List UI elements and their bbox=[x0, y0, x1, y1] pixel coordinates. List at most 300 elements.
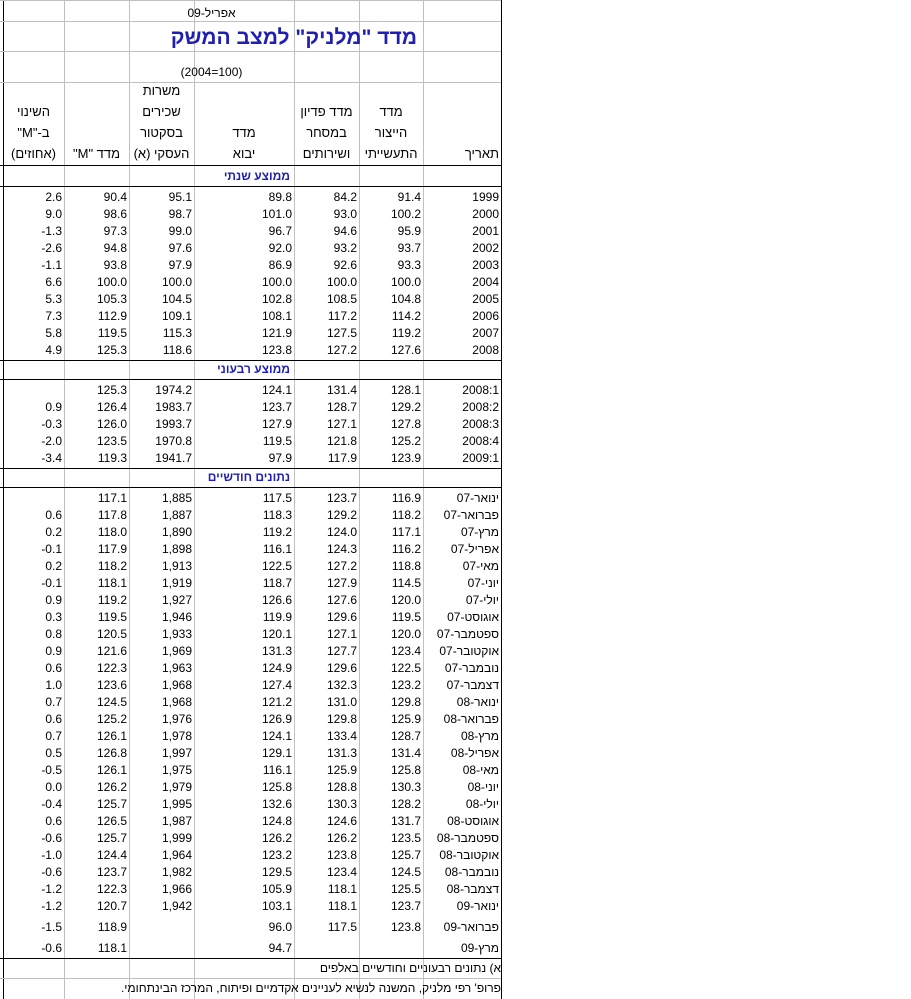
cell-m: 122.3 bbox=[96, 882, 127, 896]
cell-m: 123.6 bbox=[96, 678, 127, 692]
cell-m: 98.6 bbox=[103, 207, 127, 221]
cell-m: 125.3 bbox=[96, 383, 127, 397]
cell-imports: 116.1 bbox=[262, 542, 292, 556]
cell-date: מרץ-08 bbox=[460, 729, 499, 743]
cell-imports: 101.0 bbox=[261, 207, 292, 221]
grid-hline bbox=[0, 82, 501, 83]
header-jobs-line-2: בסקטור bbox=[140, 125, 183, 140]
cell-industrial: 131.4 bbox=[390, 746, 421, 760]
cell-jobs: 115.3 bbox=[162, 326, 192, 340]
cell-change: 2.6 bbox=[45, 190, 62, 204]
header-industrial-line-2: התעשייתי bbox=[364, 146, 418, 161]
cell-imports: 116.1 bbox=[262, 763, 292, 777]
cell-m: 97.3 bbox=[103, 224, 127, 238]
cell-industrial: 129.2 bbox=[390, 400, 421, 414]
cell-change: -1.2 bbox=[41, 882, 62, 896]
cell-date: ינואר-08 bbox=[456, 695, 499, 709]
cell-m: 124.5 bbox=[96, 695, 127, 709]
cell-industrial: 128.1 bbox=[390, 383, 421, 397]
cell-trade: 127.5 bbox=[326, 326, 357, 340]
cell-trade: 127.2 bbox=[326, 559, 357, 573]
cell-imports: 100.0 bbox=[261, 275, 292, 289]
cell-trade: 123.4 bbox=[326, 865, 357, 879]
cell-date: אוגוסט-07 bbox=[447, 610, 499, 624]
cell-date: יולי-07 bbox=[465, 593, 499, 607]
cell-change: -0.1 bbox=[41, 576, 62, 590]
cell-industrial: 128.2 bbox=[390, 797, 421, 811]
grid-hline bbox=[0, 958, 501, 959]
cell-change: 0.6 bbox=[45, 712, 62, 726]
cell-industrial: 114.5 bbox=[391, 576, 421, 590]
cell-jobs: 1,887 bbox=[161, 508, 192, 522]
cell-imports: 97.9 bbox=[268, 451, 292, 465]
cell-change: -0.1 bbox=[41, 542, 62, 556]
cell-trade: 94.6 bbox=[333, 224, 357, 238]
header-m_index-line-0: מדד "M" bbox=[72, 146, 121, 161]
cell-trade: 131.0 bbox=[326, 695, 357, 709]
cell-jobs: 1,964 bbox=[161, 848, 192, 862]
cell-jobs: 109.1 bbox=[161, 309, 192, 323]
grid-hline bbox=[0, 0, 501, 1]
cell-m: 117.1 bbox=[97, 491, 127, 505]
cell-industrial: 130.3 bbox=[390, 780, 421, 794]
cell-jobs: 95.1 bbox=[168, 190, 192, 204]
cell-m: 126.1 bbox=[96, 729, 127, 743]
cell-change: 0.2 bbox=[45, 559, 62, 573]
cell-industrial: 95.9 bbox=[397, 224, 421, 238]
cell-change: 0.0 bbox=[45, 780, 62, 794]
grid-hline bbox=[0, 51, 501, 52]
cell-trade: 128.8 bbox=[326, 780, 357, 794]
cell-jobs: 1993.7 bbox=[155, 417, 192, 431]
cell-jobs: 1,968 bbox=[161, 695, 192, 709]
cell-m: 117.8 bbox=[97, 508, 127, 522]
cell-change: -2.6 bbox=[41, 241, 62, 255]
cell-imports: 126.2 bbox=[261, 831, 292, 845]
cell-m: 125.3 bbox=[96, 343, 127, 357]
cell-jobs: 1,975 bbox=[161, 763, 192, 777]
cell-jobs: 1,963 bbox=[161, 661, 192, 675]
cell-industrial: 131.7 bbox=[390, 814, 421, 828]
header-change-line-0: השינוי bbox=[17, 104, 50, 119]
cell-industrial: 129.8 bbox=[390, 695, 421, 709]
cell-imports: 125.8 bbox=[261, 780, 292, 794]
cell-date: יולי-08 bbox=[465, 797, 499, 811]
cell-imports: 124.1 bbox=[261, 729, 292, 743]
cell-change: -1.3 bbox=[41, 224, 62, 238]
cell-date: מרץ-07 bbox=[460, 525, 499, 539]
cell-date: מאי-08 bbox=[462, 763, 499, 777]
cell-jobs: 99.0 bbox=[168, 224, 192, 238]
cell-jobs: 100.0 bbox=[161, 275, 192, 289]
cell-industrial: 125.5 bbox=[390, 882, 421, 896]
cell-date: ספטמבר-08 bbox=[436, 831, 499, 845]
cell-date: 2008 bbox=[472, 343, 499, 357]
cell-imports: 121.9 bbox=[261, 326, 292, 340]
grid-hline bbox=[0, 978, 501, 979]
cell-change: 1.0 bbox=[45, 678, 62, 692]
cell-jobs: 1,995 bbox=[161, 797, 192, 811]
cell-jobs: 1,898 bbox=[161, 542, 192, 556]
cell-trade: 108.5 bbox=[326, 292, 357, 306]
grid-hline bbox=[0, 186, 501, 187]
cell-jobs: 1,942 bbox=[161, 899, 192, 913]
header-jobs-line-3: העסקי (א) bbox=[133, 146, 190, 161]
cell-change: 0.3 bbox=[45, 610, 62, 624]
cell-trade: 123.7 bbox=[326, 491, 357, 505]
cell-imports: 123.8 bbox=[261, 343, 292, 357]
cell-trade: 126.2 bbox=[326, 831, 357, 845]
cell-date: 2008:1 bbox=[462, 383, 499, 397]
cell-industrial: 124.5 bbox=[390, 865, 421, 879]
header-industrial-line-0: מדד bbox=[379, 104, 403, 119]
page-title: מדד "מלניק" למצב המשק bbox=[170, 26, 417, 49]
cell-date: 2001 bbox=[472, 224, 499, 238]
cell-m: 120.5 bbox=[96, 627, 127, 641]
cell-jobs: 1,919 bbox=[161, 576, 192, 590]
cell-industrial: 123.4 bbox=[390, 644, 421, 658]
header-trade-line-0: מדד פדיון bbox=[300, 104, 353, 119]
cell-date: 2009:1 bbox=[462, 451, 499, 465]
cell-m: 126.5 bbox=[96, 814, 127, 828]
cell-industrial: 128.7 bbox=[390, 729, 421, 743]
cell-industrial: 123.9 bbox=[390, 451, 421, 465]
cell-imports: 118.3 bbox=[262, 508, 292, 522]
cell-jobs: 1,997 bbox=[161, 746, 192, 760]
cell-imports: 89.8 bbox=[268, 190, 292, 204]
cell-jobs: 1,968 bbox=[161, 678, 192, 692]
cell-date: מאי-07 bbox=[462, 559, 499, 573]
header-change-line-1: ב-"M" bbox=[17, 125, 50, 140]
cell-imports: 124.8 bbox=[261, 814, 292, 828]
cell-change: -2.0 bbox=[41, 434, 62, 448]
cell-m: 126.1 bbox=[96, 763, 127, 777]
cell-imports: 108.1 bbox=[261, 309, 292, 323]
cell-jobs: 1,979 bbox=[161, 780, 192, 794]
header-industrial-line-1: הייצור bbox=[374, 125, 408, 140]
cell-date: 2005 bbox=[472, 292, 499, 306]
cell-industrial: 123.5 bbox=[390, 831, 421, 845]
cell-date: 2008:3 bbox=[462, 417, 499, 431]
cell-change: 4.9 bbox=[45, 343, 62, 357]
cell-industrial: 127.6 bbox=[390, 343, 421, 357]
cell-m: 118.1 bbox=[97, 576, 127, 590]
cell-change: 0.7 bbox=[45, 695, 62, 709]
cell-date: נובמבר-08 bbox=[444, 865, 499, 879]
cell-trade: 118.1 bbox=[327, 899, 357, 913]
cell-trade: 117.5 bbox=[327, 920, 357, 934]
cell-date: 2004 bbox=[472, 275, 499, 289]
cell-change: 5.8 bbox=[45, 326, 62, 340]
cell-jobs: 1941.7 bbox=[155, 451, 192, 465]
cell-imports: 132.6 bbox=[261, 797, 292, 811]
cell-trade: 132.3 bbox=[326, 678, 357, 692]
cell-m: 117.9 bbox=[97, 542, 127, 556]
cell-change: 0.6 bbox=[45, 508, 62, 522]
cell-date: 2000 bbox=[472, 207, 499, 221]
cell-change: 5.3 bbox=[45, 292, 62, 306]
cell-m: 119.5 bbox=[97, 610, 127, 624]
cell-industrial: 104.8 bbox=[390, 292, 421, 306]
header-trade-line-2: ושירותים bbox=[302, 146, 351, 161]
cell-date: נובמבר-07 bbox=[444, 661, 499, 675]
cell-change: -0.3 bbox=[41, 417, 62, 431]
cell-imports: 123.2 bbox=[261, 848, 292, 862]
cell-change: 0.5 bbox=[45, 746, 62, 760]
cell-trade: 123.8 bbox=[326, 848, 357, 862]
cell-jobs: 97.9 bbox=[168, 258, 192, 272]
cell-date: פברואר-07 bbox=[443, 508, 499, 522]
cell-change: -0.6 bbox=[41, 831, 62, 845]
cell-imports: 86.9 bbox=[268, 258, 292, 272]
cell-industrial: 119.2 bbox=[391, 326, 421, 340]
cell-change: 0.9 bbox=[45, 400, 62, 414]
cell-date: דצמבר-07 bbox=[446, 678, 499, 692]
cell-jobs: 1,927 bbox=[161, 593, 192, 607]
cell-imports: 131.3 bbox=[261, 644, 292, 658]
cell-industrial: 93.7 bbox=[397, 241, 421, 255]
cell-industrial: 100.2 bbox=[390, 207, 421, 221]
cell-m: 119.2 bbox=[97, 593, 127, 607]
cell-m: 118.9 bbox=[97, 920, 127, 934]
header-jobs-line-0: משרות bbox=[142, 83, 181, 98]
cell-jobs: 1,969 bbox=[161, 644, 192, 658]
cell-date: פברואר-09 bbox=[443, 920, 499, 934]
cell-trade: 121.8 bbox=[326, 434, 357, 448]
cell-jobs: 1970.8 bbox=[155, 434, 192, 448]
cell-m: 124.4 bbox=[96, 848, 127, 862]
header-change-line-2: (אחוזים) bbox=[11, 146, 56, 161]
cell-change: 0.6 bbox=[45, 814, 62, 828]
cell-trade: 127.1 bbox=[326, 417, 357, 431]
cell-imports: 119.2 bbox=[262, 525, 292, 539]
cell-date: 2007 bbox=[472, 326, 499, 340]
cell-m: 122.3 bbox=[96, 661, 127, 675]
cell-jobs: 1974.2 bbox=[155, 383, 192, 397]
cell-m: 123.5 bbox=[96, 434, 127, 448]
cell-trade: 127.7 bbox=[326, 644, 357, 658]
cell-industrial: 120.0 bbox=[390, 593, 421, 607]
cell-change: 0.8 bbox=[45, 627, 62, 641]
cell-imports: 105.9 bbox=[261, 882, 292, 896]
cell-date: ינואר-07 bbox=[456, 491, 499, 505]
section-annual: ממוצע שנתי bbox=[223, 169, 290, 183]
cell-imports: 129.1 bbox=[261, 746, 292, 760]
cell-trade: 124.0 bbox=[326, 525, 357, 539]
cell-trade: 124.3 bbox=[326, 542, 357, 556]
cell-change: -0.4 bbox=[41, 797, 62, 811]
cell-date: אפריל-08 bbox=[450, 746, 499, 760]
cell-m: 105.3 bbox=[96, 292, 127, 306]
cell-industrial: 123.8 bbox=[390, 920, 421, 934]
cell-trade: 117.9 bbox=[327, 451, 357, 465]
cell-date: פברואר-08 bbox=[443, 712, 499, 726]
cell-trade: 131.3 bbox=[326, 746, 357, 760]
cell-imports: 96.7 bbox=[268, 224, 292, 238]
cell-industrial: 119.5 bbox=[391, 610, 421, 624]
cell-industrial: 91.4 bbox=[397, 190, 421, 204]
section-monthly: נתונים חודשיים bbox=[207, 470, 290, 484]
cell-m: 125.7 bbox=[96, 831, 127, 845]
cell-jobs: 1,946 bbox=[161, 610, 192, 624]
cell-industrial: 127.8 bbox=[390, 417, 421, 431]
cell-date: אוקטובר-07 bbox=[439, 644, 499, 658]
header-jobs-line-1: שכירים bbox=[142, 104, 181, 119]
grid-hline bbox=[0, 487, 501, 488]
cell-imports: 127.9 bbox=[261, 417, 292, 431]
cell-date: אפריל-07 bbox=[450, 542, 499, 556]
header-imports-line-0: מדד bbox=[232, 125, 256, 140]
cell-date: ינואר-09 bbox=[456, 899, 499, 913]
cell-m: 125.2 bbox=[96, 712, 127, 726]
cell-imports: 103.1 bbox=[261, 899, 292, 913]
cell-imports: 118.7 bbox=[262, 576, 292, 590]
cell-m: 123.7 bbox=[96, 865, 127, 879]
cell-m: 93.8 bbox=[103, 258, 127, 272]
cell-imports: 129.5 bbox=[261, 865, 292, 879]
cell-date: 2008:2 bbox=[462, 400, 499, 414]
cell-jobs: 1,966 bbox=[161, 882, 192, 896]
cell-imports: 102.8 bbox=[261, 292, 292, 306]
cell-industrial: 118.2 bbox=[391, 508, 421, 522]
grid-hline bbox=[0, 21, 501, 22]
cell-trade: 93.2 bbox=[333, 241, 357, 255]
cell-trade: 133.4 bbox=[326, 729, 357, 743]
cell-trade: 118.1 bbox=[327, 882, 357, 896]
report-date: אפריל-09 bbox=[187, 6, 236, 20]
cell-industrial: 123.7 bbox=[390, 899, 421, 913]
cell-imports: 120.1 bbox=[261, 627, 292, 641]
cell-imports: 127.4 bbox=[261, 678, 292, 692]
cell-trade: 93.0 bbox=[333, 207, 357, 221]
cell-jobs: 1,885 bbox=[161, 491, 192, 505]
cell-date: אוקטובר-08 bbox=[439, 848, 499, 862]
cell-m: 118.2 bbox=[97, 559, 127, 573]
cell-date: 2003 bbox=[472, 258, 499, 272]
cell-change: 9.0 bbox=[45, 207, 62, 221]
cell-industrial: 117.1 bbox=[391, 525, 421, 539]
cell-imports: 119.5 bbox=[262, 434, 292, 448]
cell-change: 7.3 bbox=[45, 309, 62, 323]
footnote-author: פרופ' רפי מלניק, המשנה לנשיא לעניינים אקדמיים ופיתוח, המרכז הבינתחומי. bbox=[120, 981, 501, 995]
cell-imports: 121.2 bbox=[261, 695, 292, 709]
cell-change: 0.7 bbox=[45, 729, 62, 743]
section-quarterly: ממוצע רבעוני bbox=[217, 362, 290, 376]
cell-industrial: 116.9 bbox=[391, 491, 421, 505]
cell-change: -3.4 bbox=[41, 451, 62, 465]
cell-imports: 117.5 bbox=[262, 491, 292, 505]
cell-change: 0.6 bbox=[45, 661, 62, 675]
cell-change: 0.9 bbox=[45, 593, 62, 607]
header-date-line-0: תאריך bbox=[464, 146, 499, 161]
cell-imports: 126.9 bbox=[261, 712, 292, 726]
cell-m: 126.2 bbox=[96, 780, 127, 794]
header-imports-line-1: יבוא bbox=[232, 146, 256, 161]
cell-trade: 127.2 bbox=[326, 343, 357, 357]
cell-imports: 124.9 bbox=[261, 661, 292, 675]
cell-jobs: 1,982 bbox=[161, 865, 192, 879]
cell-change: -1.5 bbox=[41, 920, 62, 934]
cell-industrial: 93.3 bbox=[397, 258, 421, 272]
cell-jobs: 1,890 bbox=[161, 525, 192, 539]
cell-m: 90.4 bbox=[103, 190, 127, 204]
cell-trade: 129.6 bbox=[326, 610, 357, 624]
cell-jobs: 1,999 bbox=[161, 831, 192, 845]
cell-industrial: 100.0 bbox=[390, 275, 421, 289]
cell-m: 112.9 bbox=[97, 309, 127, 323]
cell-jobs: 97.6 bbox=[168, 241, 192, 255]
cell-industrial: 120.0 bbox=[390, 627, 421, 641]
cell-imports: 124.1 bbox=[261, 383, 292, 397]
cell-jobs: 1,933 bbox=[161, 627, 192, 641]
cell-change: 0.9 bbox=[45, 644, 62, 658]
cell-jobs: 1,976 bbox=[161, 712, 192, 726]
cell-imports: 122.5 bbox=[261, 559, 292, 573]
cell-industrial: 125.8 bbox=[390, 763, 421, 777]
cell-industrial: 118.8 bbox=[391, 559, 421, 573]
cell-trade: 84.2 bbox=[333, 190, 357, 204]
cell-m: 126.4 bbox=[96, 400, 127, 414]
cell-trade: 125.9 bbox=[326, 763, 357, 777]
cell-trade: 127.1 bbox=[326, 627, 357, 641]
cell-m: 126.0 bbox=[96, 417, 127, 431]
cell-m: 118.0 bbox=[97, 525, 127, 539]
cell-trade: 127.9 bbox=[326, 576, 357, 590]
cell-jobs: 104.5 bbox=[161, 292, 192, 306]
header-trade-line-1: במסחר bbox=[306, 125, 347, 140]
grid-hline bbox=[0, 360, 501, 361]
cell-m: 126.8 bbox=[96, 746, 127, 760]
cell-imports: 92.0 bbox=[268, 241, 292, 255]
cell-imports: 126.6 bbox=[261, 593, 292, 607]
cell-trade: 92.6 bbox=[333, 258, 357, 272]
cell-m: 125.7 bbox=[96, 797, 127, 811]
cell-industrial: 125.9 bbox=[390, 712, 421, 726]
cell-jobs: 1983.7 bbox=[155, 400, 192, 414]
cell-date: ספטמבר-07 bbox=[436, 627, 499, 641]
cell-jobs: 1,987 bbox=[161, 814, 192, 828]
cell-change: -1.0 bbox=[41, 848, 62, 862]
cell-change: -0.6 bbox=[41, 941, 62, 955]
cell-m: 118.1 bbox=[97, 941, 127, 955]
cell-jobs: 1,913 bbox=[161, 559, 192, 573]
cell-change: 6.6 bbox=[45, 275, 62, 289]
cell-date: 2002 bbox=[472, 241, 499, 255]
cell-industrial: 114.2 bbox=[391, 309, 421, 323]
cell-imports: 94.7 bbox=[268, 941, 292, 955]
cell-imports: 123.7 bbox=[261, 400, 292, 414]
cell-trade: 127.6 bbox=[326, 593, 357, 607]
cell-industrial: 122.5 bbox=[390, 661, 421, 675]
base-year-label: (2004=100) bbox=[180, 65, 243, 79]
cell-change: -1.2 bbox=[41, 899, 62, 913]
cell-m: 120.7 bbox=[96, 899, 127, 913]
cell-trade: 131.4 bbox=[326, 383, 357, 397]
cell-date: יוני-08 bbox=[467, 780, 499, 794]
grid-hline bbox=[0, 468, 501, 469]
cell-imports: 96.0 bbox=[268, 920, 292, 934]
cell-m: 121.6 bbox=[96, 644, 127, 658]
cell-trade: 100.0 bbox=[326, 275, 357, 289]
cell-change: 0.2 bbox=[45, 525, 62, 539]
footnote-units: א) נתונים רבעוניים וחודשיים באלפים bbox=[319, 961, 501, 975]
cell-industrial: 125.2 bbox=[390, 434, 421, 448]
cell-trade: 129.2 bbox=[326, 508, 357, 522]
grid-hline bbox=[0, 379, 501, 380]
cell-jobs: 98.7 bbox=[168, 207, 192, 221]
cell-m: 100.0 bbox=[96, 275, 127, 289]
cell-trade: 124.6 bbox=[326, 814, 357, 828]
